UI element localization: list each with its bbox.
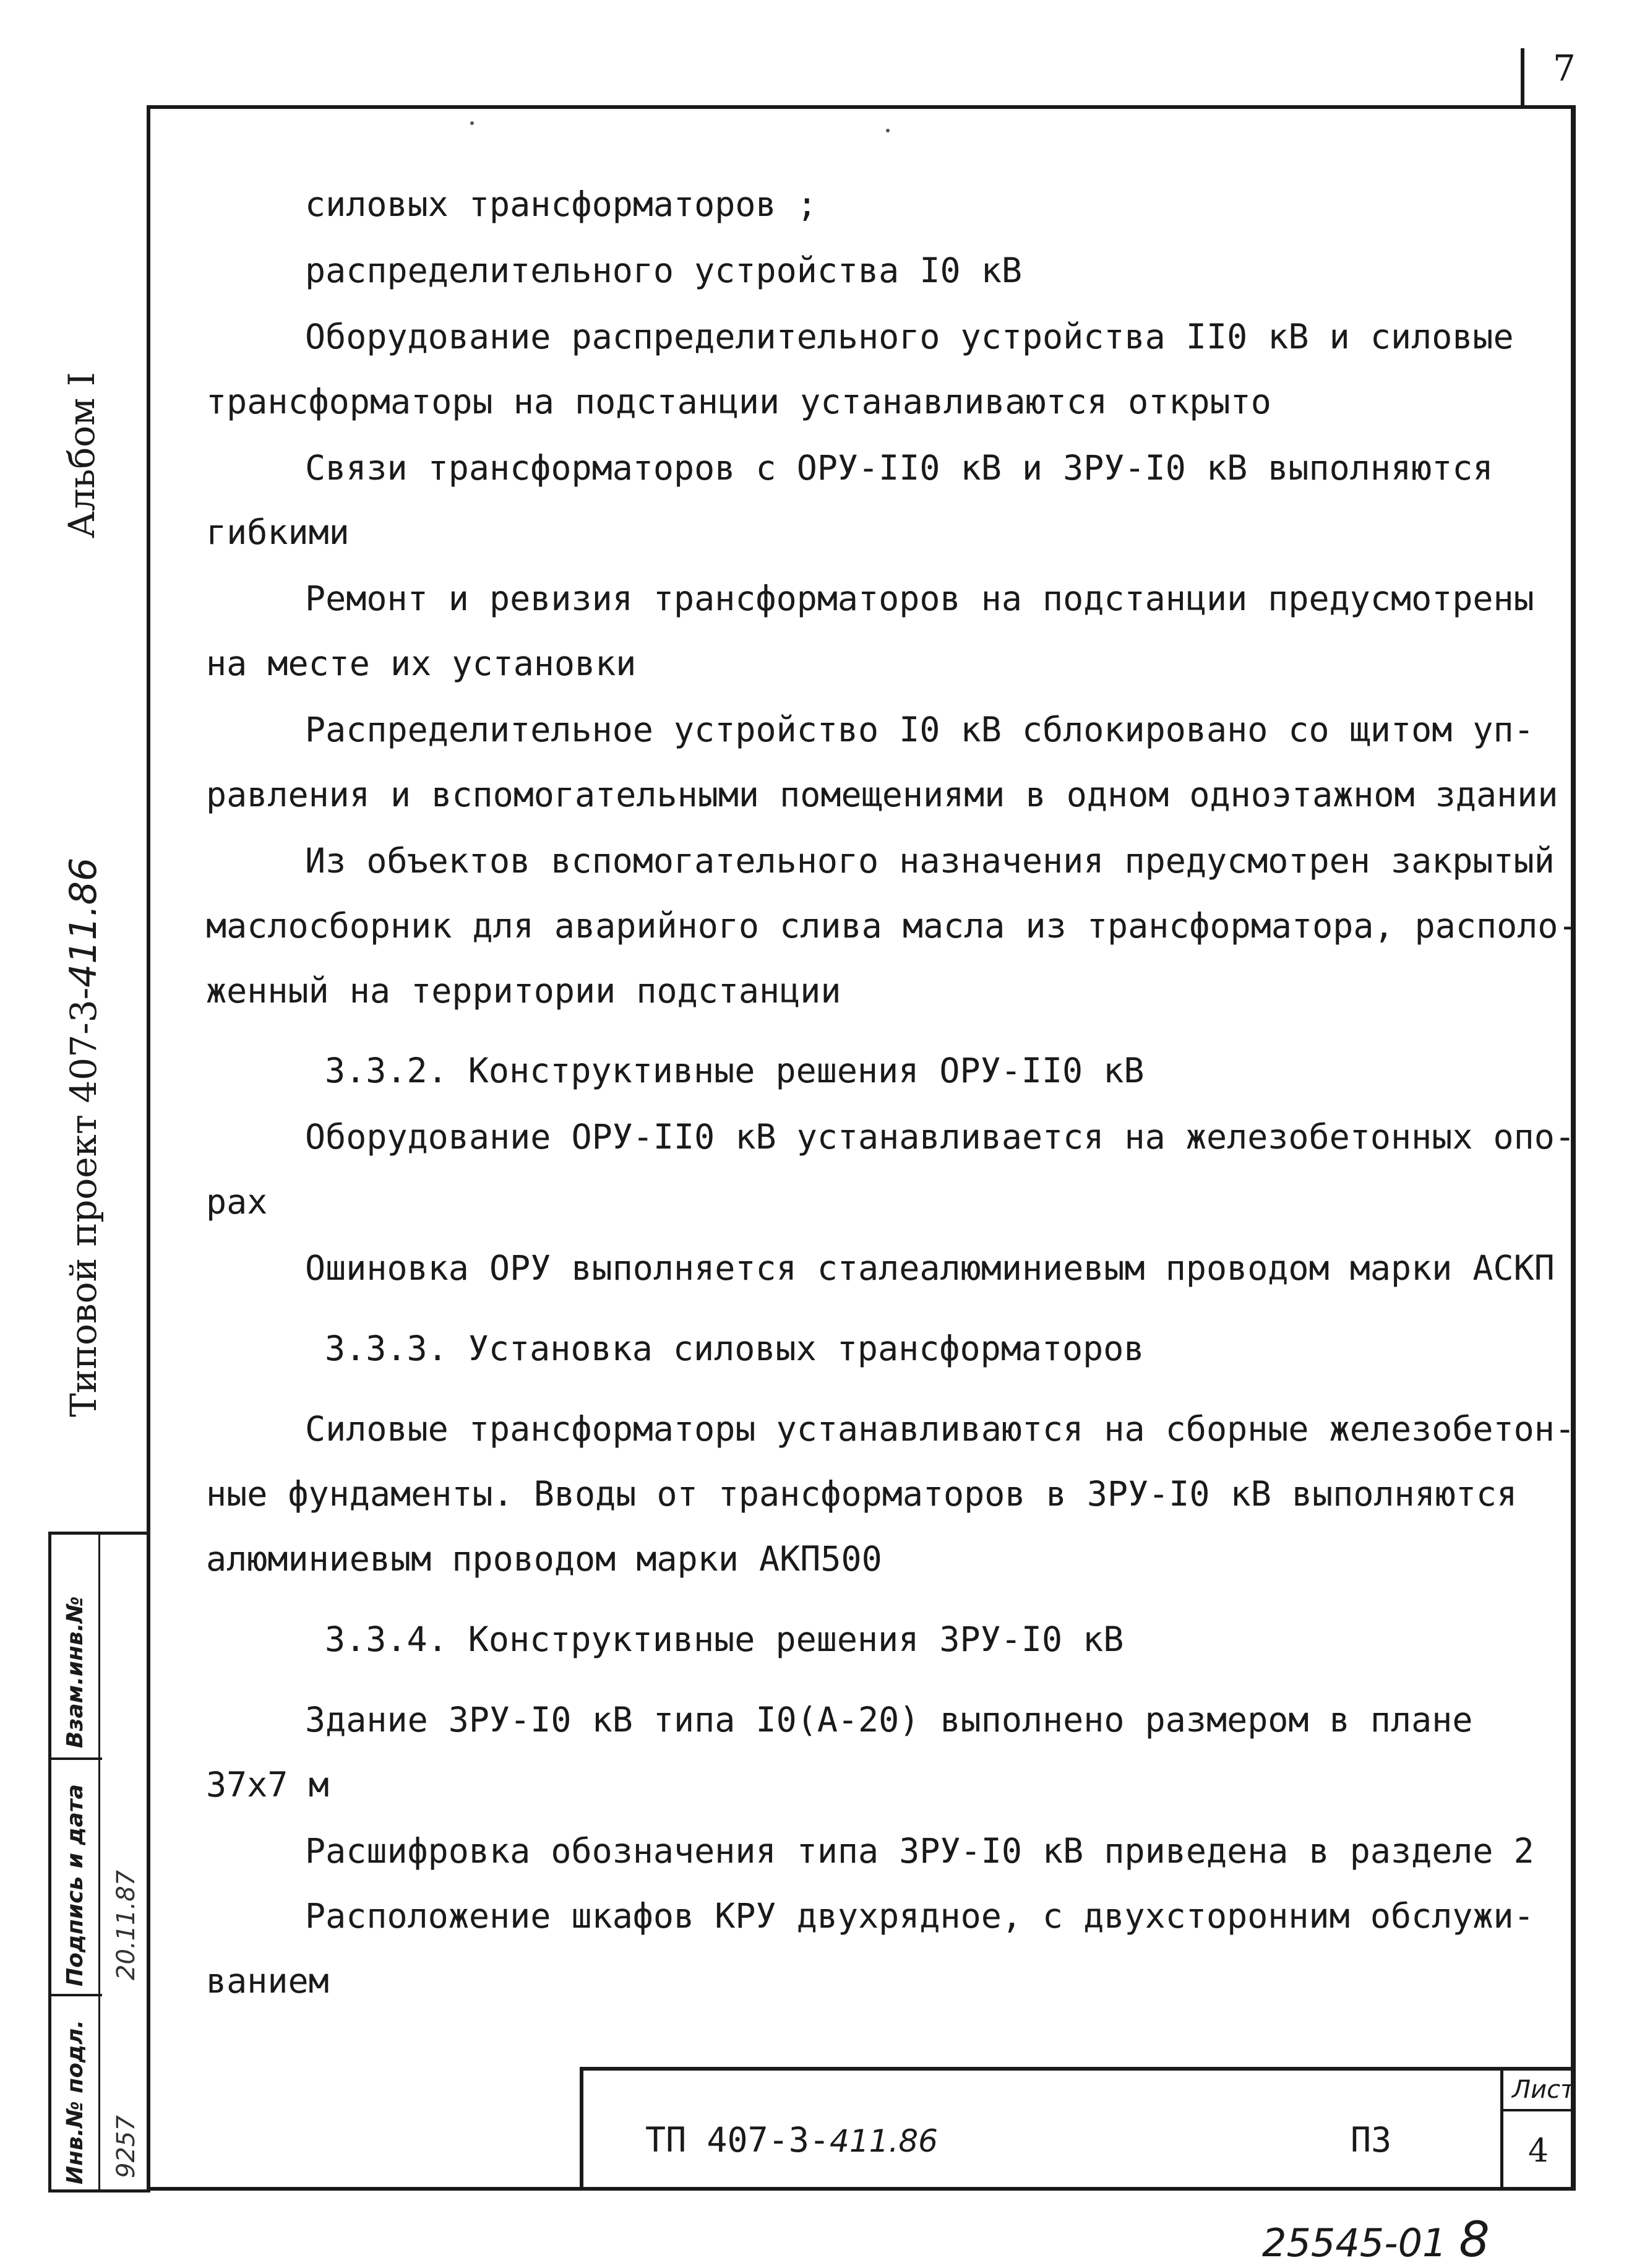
body-line: Силовые трансформаторы устанавливаются на сборные железобетон- xyxy=(305,1409,1575,1449)
body-line: маслосборник для аварийного слива масла из трансформатора, располо- xyxy=(206,906,1579,946)
project-label xyxy=(62,858,105,1417)
sheet-cell-divider xyxy=(1503,2109,1575,2111)
stamp-label-replaced: Взам.инв.№ xyxy=(62,1596,88,1748)
body-line: рах xyxy=(206,1182,268,1222)
document-type: ПЗ xyxy=(1351,2120,1392,2160)
stamp-label-signature: Подпись и дата xyxy=(62,1784,88,1986)
document-code-prefix: ТП 407-3- xyxy=(645,2120,830,2160)
scan-speck xyxy=(470,121,474,125)
body-line: распределительного устройства I0 кВ xyxy=(305,251,1022,290)
body-line: равления и вспомогательными помещениями в одном одноэтажном здании xyxy=(206,775,1558,814)
stamp-inv-value: 9257 xyxy=(112,2115,140,2178)
sheet-label: Лист xyxy=(1512,2076,1575,2104)
body-line: Оборудование распределительного устройства II0 кВ и силовые xyxy=(305,317,1514,356)
stamp-divider xyxy=(98,1535,100,2189)
body-line: 37х7 м xyxy=(206,1765,329,1804)
body-line: гибкими xyxy=(206,512,350,552)
document-code xyxy=(645,2120,938,2160)
body-line: Ошиновка ОРУ выполняется сталеалюминиевым проводом марки АСКП xyxy=(305,1248,1555,1288)
body-line: силовых трансформаторов ; xyxy=(305,184,817,224)
body-line: Здание ЗРУ-I0 кВ типа I0(А-20) выполнено размером в плане xyxy=(305,1700,1473,1740)
sheet-cell xyxy=(1500,2071,1575,2191)
body-line: Расположение шкафов КРУ двухрядное, с двухсторонним обслужи- xyxy=(305,1896,1534,1936)
body-line: ные фундаменты. Вводы от трансформаторов в ЗРУ-I0 кВ выполняются xyxy=(206,1474,1518,1514)
inventory-number-main: 25545-01 xyxy=(1262,2220,1447,2266)
body-line: Расшифровка обозначения типа ЗРУ-I0 кВ приведена в разделе 2 xyxy=(305,1831,1534,1871)
body-line: Оборудование ОРУ-II0 кВ устанавливается на железобетонных опо- xyxy=(305,1117,1575,1157)
stamp-signature-date: 20.11.87 xyxy=(112,1869,140,1980)
section-heading: 3.3.2. Конструктивные решения ОРУ-II0 кВ xyxy=(325,1051,1145,1090)
sheet-number-tick xyxy=(1521,48,1524,109)
body-line: Распределительное устройство I0 кВ сблокировано со щитом уп- xyxy=(305,710,1534,749)
body-line: Связи трансформаторов с ОРУ-II0 кВ и ЗРУ-I0 кВ выполняются xyxy=(305,448,1493,488)
project-suffix: 411.86 xyxy=(62,857,105,988)
stamp-divider xyxy=(51,1994,102,1996)
album-label: Альбом I xyxy=(61,372,103,538)
stamp-divider xyxy=(51,1757,102,1760)
body-line: Из объектов вспомогательного назначения предусмотрен закрытый xyxy=(305,841,1555,881)
scan-speck xyxy=(886,129,890,132)
title-block xyxy=(580,2067,1575,2191)
section-heading: 3.3.3. Установка силовых трансформаторов xyxy=(325,1329,1145,1368)
body-line: на месте их установки xyxy=(206,644,637,683)
document-code-handwritten: 411.86 xyxy=(830,2123,938,2159)
body-line: Ремонт и ревизия трансформаторов на подстанции предусмотрены xyxy=(305,579,1534,618)
project-prefix: Типовой проект 407-3- xyxy=(62,987,105,1417)
stamp-table xyxy=(48,1532,150,2193)
body-line: трансформаторы на подстанции устанавливаются открыто xyxy=(206,382,1271,421)
stamp-label-inv: Инв.№ подл. xyxy=(62,2019,88,2184)
sheet-value: 4 xyxy=(1528,2132,1549,2170)
body-line: женный на территории подстанции xyxy=(206,971,841,1011)
body-line: алюминиевым проводом марки АКП500 xyxy=(206,1539,882,1579)
inventory-number-suffix: 8 xyxy=(1459,2212,1490,2268)
sheet-number: 7 xyxy=(1553,47,1576,89)
body-line: ванием xyxy=(206,1961,329,2001)
section-heading: 3.3.4. Конструктивные решения ЗРУ-I0 кВ xyxy=(325,1619,1124,1659)
inventory-number xyxy=(1262,2212,1490,2268)
